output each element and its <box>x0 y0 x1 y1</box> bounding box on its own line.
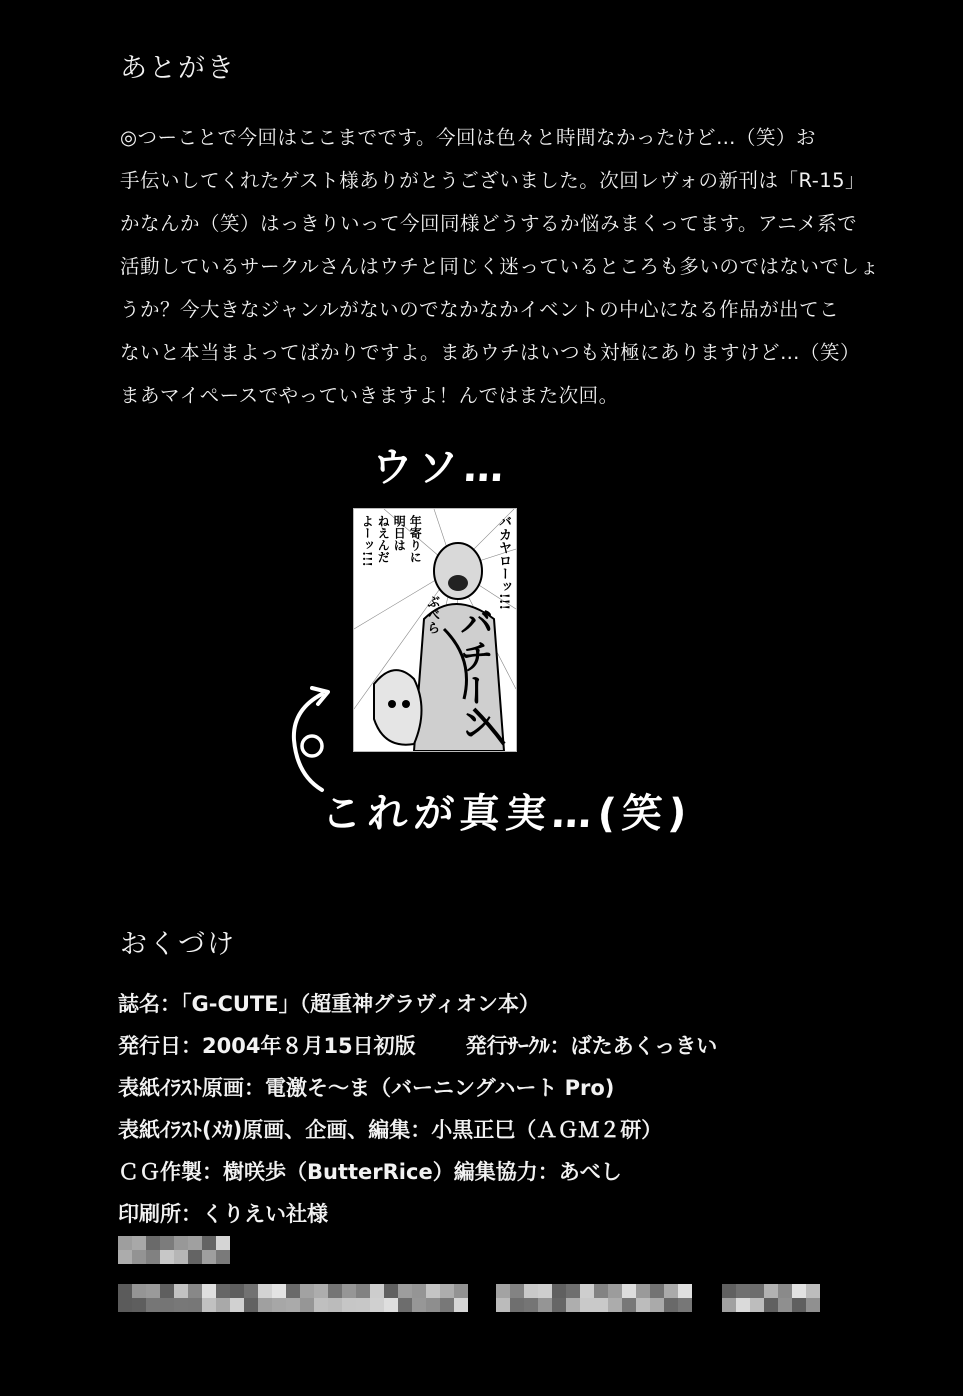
mosaic-tile <box>426 1298 440 1312</box>
mosaic-tile <box>146 1284 160 1298</box>
mosaic-tile <box>722 1298 736 1312</box>
mosaic-tile <box>636 1298 650 1312</box>
mosaic-tile <box>806 1298 820 1312</box>
mosaic-tile <box>750 1298 764 1312</box>
mosaic-tile <box>440 1284 454 1298</box>
redacted-mosaic <box>118 1236 238 1264</box>
colophon-body <box>118 988 717 1240</box>
colophon-circle: 発行ｻｰｸﾙ：ばたあくっきい <box>465 1034 718 1058</box>
afterword-line: 活動しているサークルさんはウチと同じく迷っているところも多いのではないでしょ <box>120 255 880 278</box>
mosaic-tile <box>454 1298 468 1312</box>
mosaic-tile <box>594 1298 608 1312</box>
mosaic-tile <box>286 1298 300 1312</box>
speech-bubble-left-line: ねえんだ <box>376 515 391 563</box>
colophon-mecha-art-row: 表紙ｲﾗｽﾄ(ﾒｶ)原画、企画、編集：小黒正巳（ＡＧＭ２研） <box>118 1118 663 1142</box>
afterword-heading: あとがき <box>120 53 236 84</box>
mosaic-tile <box>314 1298 328 1312</box>
mosaic-tile <box>496 1284 510 1298</box>
speech-bubble-right: バカヤローッ!!! <box>496 515 511 611</box>
mosaic-tile <box>188 1236 202 1250</box>
mosaic-tile <box>678 1298 692 1312</box>
mosaic-tile <box>300 1284 314 1298</box>
mosaic-tile <box>132 1284 146 1298</box>
mosaic-tile <box>286 1284 300 1298</box>
afterword-line: うか？今大きなジャンルがないのでなかなかイベントの中心になる作品が出てこ <box>120 298 840 321</box>
mosaic-tile <box>342 1298 356 1312</box>
mosaic-tile <box>258 1284 272 1298</box>
redacted-mosaic <box>722 1284 820 1312</box>
mosaic-tile <box>764 1284 778 1298</box>
mosaic-tile <box>806 1284 820 1298</box>
mosaic-tile <box>160 1298 174 1312</box>
mosaic-tile <box>300 1298 314 1312</box>
mosaic-tile <box>440 1298 454 1312</box>
mosaic-tile <box>202 1236 216 1250</box>
mosaic-tile <box>636 1284 650 1298</box>
doodle-top-text: ウソ… <box>370 445 512 491</box>
mosaic-tile <box>230 1284 244 1298</box>
redacted-mosaic <box>118 1284 468 1312</box>
mosaic-tile <box>202 1284 216 1298</box>
redacted-mosaic <box>496 1284 692 1312</box>
mosaic-tile <box>538 1284 552 1298</box>
doodle-bottom-text: これが真実…(笑) <box>320 791 694 837</box>
mosaic-tile <box>174 1298 188 1312</box>
mosaic-tile <box>398 1298 412 1312</box>
sound-effect-small: ぶべら <box>424 595 440 634</box>
mosaic-tile <box>722 1284 736 1298</box>
mosaic-tile <box>174 1236 188 1250</box>
mosaic-tile <box>622 1298 636 1312</box>
mosaic-tile <box>188 1284 202 1298</box>
mosaic-tile <box>146 1298 160 1312</box>
mosaic-tile <box>510 1284 524 1298</box>
mosaic-tile <box>328 1298 342 1312</box>
mosaic-tile <box>664 1298 678 1312</box>
mosaic-tile <box>370 1284 384 1298</box>
mosaic-tile <box>650 1284 664 1298</box>
mosaic-tile <box>244 1284 258 1298</box>
sound-effect-main: バチーン <box>453 605 494 741</box>
mosaic-tile <box>188 1250 202 1264</box>
mosaic-tile <box>524 1284 538 1298</box>
mosaic-tile <box>552 1284 566 1298</box>
speech-bubble-left-line: よーッ!!! <box>360 515 375 567</box>
mosaic-tile <box>496 1298 510 1312</box>
mosaic-tile <box>370 1298 384 1312</box>
mosaic-tile <box>524 1298 538 1312</box>
mosaic-tile <box>272 1298 286 1312</box>
mosaic-tile <box>664 1284 678 1298</box>
mosaic-tile <box>778 1284 792 1298</box>
mosaic-tile <box>188 1298 202 1312</box>
manga-panel <box>353 508 517 752</box>
mosaic-tile <box>538 1298 552 1312</box>
mosaic-tile <box>146 1236 160 1250</box>
mosaic-tile <box>552 1298 566 1312</box>
mosaic-tile <box>580 1298 594 1312</box>
mosaic-tile <box>216 1236 230 1250</box>
mosaic-tile <box>778 1298 792 1312</box>
mosaic-tile <box>118 1250 132 1264</box>
mosaic-tile <box>244 1298 258 1312</box>
mosaic-tile <box>174 1284 188 1298</box>
mosaic-tile <box>608 1284 622 1298</box>
mosaic-tile <box>356 1298 370 1312</box>
afterword-line: ◎つーことで今回はここまでです。今回は色々と時間なかったけど…（笑）お <box>120 126 816 149</box>
afterword-line: 手伝いしてくれたゲスト様ありがとうございました。次回レヴォの新刊は「R-15」 <box>120 169 866 192</box>
mosaic-tile <box>118 1284 132 1298</box>
mosaic-tile <box>792 1298 806 1312</box>
mosaic-tile <box>650 1298 664 1312</box>
mosaic-tile <box>356 1284 370 1298</box>
mosaic-tile <box>594 1284 608 1298</box>
mosaic-tile <box>216 1250 230 1264</box>
mosaic-tile <box>342 1284 356 1298</box>
mosaic-tile <box>230 1298 244 1312</box>
mosaic-tile <box>566 1284 580 1298</box>
mosaic-tile <box>160 1236 174 1250</box>
mosaic-tile <box>678 1284 692 1298</box>
mosaic-tile <box>118 1236 132 1250</box>
speech-bubble-left-line: 年寄りに <box>408 515 423 563</box>
mosaic-tile <box>132 1236 146 1250</box>
colophon-printer-row: 印刷所：くりえい社様 <box>118 1202 328 1226</box>
mosaic-tile <box>736 1284 750 1298</box>
mosaic-tile <box>454 1284 468 1298</box>
mosaic-tile <box>202 1250 216 1264</box>
colophon-cover-art-row: 表紙ｲﾗｽﾄ原画：電激そ～ま（バーニングハート Pro) <box>118 1076 615 1100</box>
mosaic-tile <box>272 1284 286 1298</box>
mosaic-tile <box>216 1298 230 1312</box>
mosaic-tile <box>750 1284 764 1298</box>
mosaic-tile <box>426 1284 440 1298</box>
mosaic-tile <box>412 1298 426 1312</box>
mosaic-tile <box>764 1298 778 1312</box>
mosaic-tile <box>622 1284 636 1298</box>
afterword-line: まあマイペースでやっていきますよ！んではまた次回。 <box>120 384 619 407</box>
colophon-issue-date: 発行日：2004年８月15日初版 <box>118 1034 416 1058</box>
mosaic-tile <box>398 1284 412 1298</box>
mosaic-tile <box>160 1250 174 1264</box>
mosaic-tile <box>132 1250 146 1264</box>
colophon-date-row <box>118 1030 717 1072</box>
mosaic-tile <box>328 1284 342 1298</box>
speech-bubble-left-line: 明日は <box>392 515 407 551</box>
mosaic-tile <box>174 1250 188 1264</box>
afterword-line: ないと本当まよってばかりですよ。まあウチはいつも対極にありますけど…（笑） <box>120 341 861 364</box>
mosaic-tile <box>314 1284 328 1298</box>
mosaic-tile <box>132 1298 146 1312</box>
mosaic-tile <box>216 1284 230 1298</box>
mosaic-tile <box>412 1284 426 1298</box>
mosaic-tile <box>736 1298 750 1312</box>
colophon-title-row: 誌名：「G-CUTE」（超重神グラヴィオン本） <box>118 992 540 1016</box>
mosaic-tile <box>146 1250 160 1264</box>
mosaic-tile <box>384 1284 398 1298</box>
mosaic-tile <box>580 1284 594 1298</box>
afterword-line: かなんか（笑）はっきりいって今回同様どうするか悩みまくってます。アニメ系で <box>120 212 858 235</box>
mosaic-tile <box>566 1298 580 1312</box>
afterword-body <box>120 122 880 423</box>
mosaic-tile <box>202 1298 216 1312</box>
mosaic-tile <box>160 1284 174 1298</box>
mosaic-tile <box>608 1298 622 1312</box>
colophon-heading: おくづけ <box>120 929 236 960</box>
colophon-cg-row: ＣＧ作製：樹咲歩（ButterRice）編集協力：あべし <box>118 1160 622 1184</box>
mosaic-tile <box>384 1298 398 1312</box>
mosaic-tile <box>792 1284 806 1298</box>
mosaic-tile <box>510 1298 524 1312</box>
mosaic-tile <box>118 1298 132 1312</box>
mosaic-tile <box>258 1298 272 1312</box>
